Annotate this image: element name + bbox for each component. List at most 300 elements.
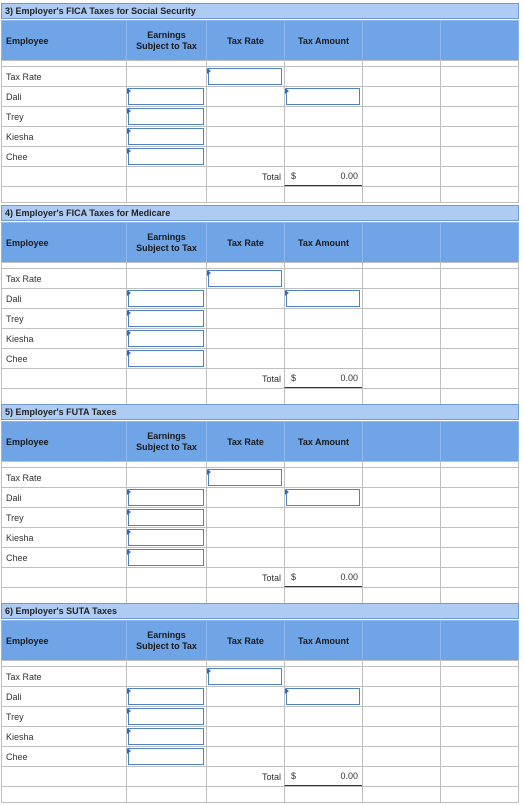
table-bottom-border xyxy=(1,202,519,203)
section-title: 5) Employer's FUTA Taxes xyxy=(5,407,117,417)
empty-cell xyxy=(362,746,440,766)
table-row xyxy=(1,308,519,328)
tax-amount-cell xyxy=(284,746,362,766)
empty-cell xyxy=(1,166,126,186)
earnings-input[interactable] xyxy=(128,529,204,546)
header-tax-amount xyxy=(284,620,362,660)
tax-amount-cell xyxy=(284,507,362,527)
tax-amount-input[interactable] xyxy=(286,489,360,506)
total-row xyxy=(1,567,519,587)
empty-cell xyxy=(440,348,519,368)
input-marker-icon xyxy=(127,688,131,694)
blank-cell xyxy=(284,587,362,603)
table-header-row xyxy=(1,620,519,660)
empty-cell xyxy=(362,126,440,146)
header-employee-label: Employee xyxy=(6,237,49,248)
input-marker-icon xyxy=(127,148,131,154)
tax-amount-cell xyxy=(284,106,362,126)
empty-cell xyxy=(126,766,206,786)
empty-cell xyxy=(440,308,519,328)
row-label-cell xyxy=(1,66,126,86)
empty-cell xyxy=(362,507,440,527)
row-label: Kiesha xyxy=(6,731,34,742)
input-marker-icon xyxy=(207,270,211,276)
tax-amount-cell xyxy=(284,666,362,686)
blank-cell xyxy=(206,587,284,603)
empty-cell xyxy=(362,487,440,507)
earnings-cell xyxy=(126,666,206,686)
row-label: Tax Rate xyxy=(6,273,42,284)
tax-amount-cell[interactable] xyxy=(284,86,362,106)
table-row xyxy=(1,146,519,166)
earnings-cell[interactable] xyxy=(126,527,206,547)
earnings-cell[interactable] xyxy=(126,706,206,726)
header-tax-amount xyxy=(284,421,362,461)
table-row xyxy=(1,86,519,106)
earnings-cell xyxy=(126,467,206,487)
earnings-input[interactable] xyxy=(128,350,204,367)
earnings-cell[interactable] xyxy=(126,126,206,146)
header-earnings xyxy=(126,620,206,660)
tax-rate-cell xyxy=(206,507,284,527)
total-label: Total xyxy=(261,572,281,583)
total-amount-cell xyxy=(284,166,362,186)
tax-rate-cell xyxy=(206,527,284,547)
empty-cell xyxy=(362,467,440,487)
row-label: Trey xyxy=(6,111,24,122)
earnings-cell[interactable] xyxy=(126,487,206,507)
row-label-cell xyxy=(1,348,126,368)
header-employee xyxy=(1,421,126,461)
tax-amount-input[interactable] xyxy=(286,688,360,705)
section-title-bar xyxy=(1,603,519,619)
row-label-cell xyxy=(1,86,126,106)
blank-cell xyxy=(284,786,362,802)
tax-rate-cell xyxy=(206,686,284,706)
table-row xyxy=(1,268,519,288)
table-row xyxy=(1,726,519,746)
tax-rate-cell[interactable] xyxy=(206,666,284,686)
header-empty-cell xyxy=(440,222,519,262)
blank-cell xyxy=(362,388,440,404)
row-label: Kiesha xyxy=(6,131,34,142)
empty-cell xyxy=(440,507,519,527)
tax-rate-cell xyxy=(206,288,284,308)
tax-amount-cell xyxy=(284,66,362,86)
tax-rate-input[interactable] xyxy=(208,668,282,685)
empty-cell xyxy=(362,348,440,368)
blank-cell xyxy=(126,587,206,603)
total-row xyxy=(1,166,519,186)
currency-symbol: $ xyxy=(291,771,297,781)
row-label-cell xyxy=(1,288,126,308)
header-earnings xyxy=(126,421,206,461)
total-amount-cell xyxy=(284,766,362,786)
blank-cell xyxy=(362,587,440,603)
row-label: Kiesha xyxy=(6,532,34,543)
input-marker-icon xyxy=(127,549,131,555)
row-label-cell xyxy=(1,527,126,547)
row-label-cell xyxy=(1,328,126,348)
tax-rate-cell xyxy=(206,746,284,766)
header-tax-amount xyxy=(284,20,362,60)
empty-cell xyxy=(440,567,519,587)
section-title: 3) Employer's FICA Taxes for Social Security xyxy=(5,6,196,16)
blank-cell xyxy=(126,388,206,404)
total-amount-value: 0.00 xyxy=(340,171,358,181)
row-label-cell xyxy=(1,706,126,726)
tax-amount-cell xyxy=(284,467,362,487)
blank-cell xyxy=(362,786,440,802)
empty-cell xyxy=(440,467,519,487)
header-empty-cell xyxy=(440,20,519,60)
earnings-input[interactable] xyxy=(128,509,204,526)
empty-cell xyxy=(362,686,440,706)
total-label-cell xyxy=(206,766,284,786)
empty-cell xyxy=(362,288,440,308)
section-title-bar xyxy=(1,404,519,420)
row-label: Trey xyxy=(6,711,24,722)
total-label-cell xyxy=(206,368,284,388)
row-label: Chee xyxy=(6,151,28,162)
empty-cell xyxy=(362,527,440,547)
input-marker-icon xyxy=(127,128,131,134)
tax-amount-input[interactable] xyxy=(286,88,360,105)
tax-rate-cell[interactable] xyxy=(206,66,284,86)
row-label: Dali xyxy=(6,91,22,102)
empty-cell xyxy=(440,268,519,288)
earnings-cell xyxy=(126,66,206,86)
empty-cell xyxy=(362,547,440,567)
tax-rate-cell xyxy=(206,308,284,328)
tax-rate-cell xyxy=(206,328,284,348)
input-marker-icon xyxy=(207,668,211,674)
currency-symbol: $ xyxy=(291,171,297,181)
header-employee-label: Employee xyxy=(6,436,49,447)
total-row xyxy=(1,368,519,388)
input-marker-icon xyxy=(127,728,131,734)
input-marker-icon xyxy=(207,68,211,74)
tax-amount-cell[interactable] xyxy=(284,487,362,507)
row-label-cell xyxy=(1,467,126,487)
empty-cell xyxy=(440,547,519,567)
blank-cell xyxy=(1,786,126,802)
row-label-cell xyxy=(1,666,126,686)
empty-cell xyxy=(362,706,440,726)
table-row xyxy=(1,547,519,567)
earnings-input[interactable] xyxy=(128,108,204,125)
total-label: Total xyxy=(261,771,281,782)
tax-amount-cell xyxy=(284,706,362,726)
header-earnings xyxy=(126,222,206,262)
earnings-input[interactable] xyxy=(128,728,204,745)
earnings-cell[interactable] xyxy=(126,86,206,106)
header-tax-rate-label: Tax Rate xyxy=(227,237,264,248)
row-label-cell xyxy=(1,106,126,126)
empty-cell xyxy=(362,666,440,686)
empty-cell xyxy=(1,567,126,587)
tax-rate-cell[interactable] xyxy=(206,467,284,487)
empty-cell xyxy=(362,86,440,106)
blank-cell xyxy=(1,587,126,603)
earnings-cell[interactable] xyxy=(126,547,206,567)
input-marker-icon xyxy=(207,469,211,475)
empty-cell xyxy=(126,567,206,587)
header-tax-rate-label: Tax Rate xyxy=(227,635,264,646)
row-label-cell xyxy=(1,268,126,288)
header-employee xyxy=(1,20,126,60)
tax-amount-cell xyxy=(284,126,362,146)
earnings-input[interactable] xyxy=(128,708,204,725)
input-marker-icon xyxy=(127,88,131,94)
header-tax-amount xyxy=(284,222,362,262)
earnings-input[interactable] xyxy=(128,688,204,705)
empty-cell xyxy=(362,66,440,86)
earnings-input[interactable] xyxy=(128,128,204,145)
blank-cell xyxy=(206,786,284,802)
earnings-input[interactable] xyxy=(128,290,204,307)
currency-symbol: $ xyxy=(291,373,297,383)
table-header-row xyxy=(1,421,519,461)
row-label: Dali xyxy=(6,492,22,503)
tax-amount-cell xyxy=(284,268,362,288)
input-marker-icon xyxy=(285,489,289,495)
input-marker-icon xyxy=(127,529,131,535)
earnings-cell[interactable] xyxy=(126,686,206,706)
tax-amount-cell[interactable] xyxy=(284,686,362,706)
header-tax-amount-label: Tax Amount xyxy=(298,635,349,646)
header-tax-rate-label: Tax Rate xyxy=(227,35,264,46)
table-row xyxy=(1,706,519,726)
input-marker-icon xyxy=(127,489,131,495)
empty-cell xyxy=(362,766,440,786)
total-label-cell xyxy=(206,567,284,587)
total-amount-value: 0.00 xyxy=(340,572,358,582)
table-row xyxy=(1,686,519,706)
blank-row xyxy=(1,186,519,202)
earnings-input[interactable] xyxy=(128,310,204,327)
input-marker-icon xyxy=(285,688,289,694)
header-employee-label: Employee xyxy=(6,635,49,646)
earnings-input[interactable] xyxy=(128,330,204,347)
tax-rate-input[interactable] xyxy=(208,68,282,85)
header-empty-cell xyxy=(362,20,440,60)
table-header-row xyxy=(1,20,519,60)
row-label-cell xyxy=(1,146,126,166)
row-label-cell xyxy=(1,126,126,146)
earnings-cell[interactable] xyxy=(126,348,206,368)
tax-amount-cell xyxy=(284,527,362,547)
table-row xyxy=(1,666,519,686)
blank-cell xyxy=(1,186,126,202)
row-label: Trey xyxy=(6,512,24,523)
input-marker-icon xyxy=(127,330,131,336)
table-row xyxy=(1,106,519,126)
row-label: Kiesha xyxy=(6,333,34,344)
blank-cell xyxy=(440,587,519,603)
empty-cell xyxy=(440,86,519,106)
earnings-input[interactable] xyxy=(128,748,204,765)
empty-cell xyxy=(440,126,519,146)
table-row xyxy=(1,487,519,507)
empty-cell xyxy=(362,726,440,746)
empty-cell xyxy=(440,288,519,308)
tax-rate-input[interactable] xyxy=(208,469,282,486)
header-employee-label: Employee xyxy=(6,35,49,46)
input-marker-icon xyxy=(285,88,289,94)
blank-row xyxy=(1,786,519,802)
earnings-cell[interactable] xyxy=(126,507,206,527)
header-tax-rate xyxy=(206,620,284,660)
total-label: Total xyxy=(261,373,281,384)
blank-row xyxy=(1,388,519,404)
header-empty-cell xyxy=(362,222,440,262)
earnings-cell[interactable] xyxy=(126,288,206,308)
earnings-cell[interactable] xyxy=(126,328,206,348)
blank-cell xyxy=(440,186,519,202)
row-label: Chee xyxy=(6,353,28,364)
empty-cell xyxy=(440,706,519,726)
total-amount-value: 0.00 xyxy=(340,771,358,781)
tax-rate-cell[interactable] xyxy=(206,268,284,288)
total-label-cell xyxy=(206,166,284,186)
table-row xyxy=(1,328,519,348)
empty-cell xyxy=(440,328,519,348)
table-row xyxy=(1,467,519,487)
tax-rate-cell xyxy=(206,106,284,126)
earnings-input[interactable] xyxy=(128,549,204,566)
input-marker-icon xyxy=(127,748,131,754)
input-marker-icon xyxy=(127,708,131,714)
table-row xyxy=(1,126,519,146)
row-label: Dali xyxy=(6,293,22,304)
input-marker-icon xyxy=(127,108,131,114)
earnings-cell[interactable] xyxy=(126,746,206,766)
blank-cell xyxy=(126,786,206,802)
empty-cell xyxy=(440,766,519,786)
tax-amount-cell xyxy=(284,348,362,368)
tax-amount-cell xyxy=(284,308,362,328)
total-amount-cell xyxy=(284,567,362,587)
tax-amount-cell[interactable] xyxy=(284,288,362,308)
row-label: Tax Rate xyxy=(6,472,42,483)
earnings-cell[interactable] xyxy=(126,146,206,166)
header-tax-amount-label: Tax Amount xyxy=(298,436,349,447)
total-label: Total xyxy=(261,171,281,182)
earnings-cell[interactable] xyxy=(126,106,206,126)
empty-cell xyxy=(362,166,440,186)
tax-rate-cell xyxy=(206,86,284,106)
header-empty-cell xyxy=(362,421,440,461)
empty-cell xyxy=(440,368,519,388)
section-title-bar xyxy=(1,3,519,19)
total-amount-value: 0.00 xyxy=(340,373,358,383)
blank-cell xyxy=(284,388,362,404)
blank-row xyxy=(1,587,519,603)
header-empty-cell xyxy=(362,620,440,660)
empty-cell xyxy=(440,166,519,186)
table-row xyxy=(1,288,519,308)
tax-amount-input[interactable] xyxy=(286,290,360,307)
header-tax-amount-label: Tax Amount xyxy=(298,35,349,46)
empty-cell xyxy=(1,368,126,388)
empty-cell xyxy=(362,328,440,348)
section-title: 6) Employer's SUTA Taxes xyxy=(5,606,118,616)
table-header-row xyxy=(1,222,519,262)
header-earnings-label: Earnings Subject to Tax xyxy=(136,231,197,253)
empty-cell xyxy=(440,66,519,86)
empty-cell xyxy=(440,726,519,746)
header-earnings-label: Earnings Subject to Tax xyxy=(136,629,197,651)
header-earnings-label: Earnings Subject to Tax xyxy=(136,29,197,51)
row-label-cell xyxy=(1,686,126,706)
row-label: Trey xyxy=(6,313,24,324)
earnings-input[interactable] xyxy=(128,88,204,105)
tax-amount-cell xyxy=(284,328,362,348)
header-tax-rate xyxy=(206,222,284,262)
row-label: Chee xyxy=(6,552,28,563)
empty-cell xyxy=(440,686,519,706)
blank-cell xyxy=(362,186,440,202)
table-row xyxy=(1,527,519,547)
table-row xyxy=(1,746,519,766)
input-marker-icon xyxy=(127,509,131,515)
header-employee xyxy=(1,222,126,262)
tax-rate-cell xyxy=(206,706,284,726)
blank-cell xyxy=(206,186,284,202)
input-marker-icon xyxy=(127,310,131,316)
empty-cell xyxy=(362,268,440,288)
tax-rate-input[interactable] xyxy=(208,270,282,287)
blank-cell xyxy=(126,186,206,202)
table-row xyxy=(1,507,519,527)
section-title-bar xyxy=(1,205,519,221)
empty-cell xyxy=(440,106,519,126)
input-marker-icon xyxy=(127,350,131,356)
row-label-cell xyxy=(1,746,126,766)
empty-cell xyxy=(362,146,440,166)
table-row xyxy=(1,66,519,86)
blank-cell xyxy=(1,388,126,404)
header-tax-amount-label: Tax Amount xyxy=(298,237,349,248)
blank-cell xyxy=(440,388,519,404)
blank-cell xyxy=(440,786,519,802)
earnings-cell[interactable] xyxy=(126,726,206,746)
header-empty-cell xyxy=(440,620,519,660)
input-marker-icon xyxy=(285,290,289,296)
row-label: Dali xyxy=(6,691,22,702)
header-earnings-label: Earnings Subject to Tax xyxy=(136,430,197,452)
input-marker-icon xyxy=(127,290,131,296)
header-tax-rate xyxy=(206,20,284,60)
empty-cell xyxy=(440,487,519,507)
tax-amount-cell xyxy=(284,547,362,567)
row-label: Tax Rate xyxy=(6,71,42,82)
empty-cell xyxy=(440,746,519,766)
table-row xyxy=(1,348,519,368)
tax-rate-cell xyxy=(206,487,284,507)
row-label: Chee xyxy=(6,751,28,762)
header-earnings xyxy=(126,20,206,60)
row-label-cell xyxy=(1,507,126,527)
header-tax-rate-label: Tax Rate xyxy=(227,436,264,447)
empty-cell xyxy=(126,368,206,388)
section-title: 4) Employer's FICA Taxes for Medicare xyxy=(5,208,171,218)
currency-symbol: $ xyxy=(291,572,297,582)
earnings-input[interactable] xyxy=(128,148,204,165)
earnings-cell[interactable] xyxy=(126,308,206,328)
earnings-input[interactable] xyxy=(128,489,204,506)
